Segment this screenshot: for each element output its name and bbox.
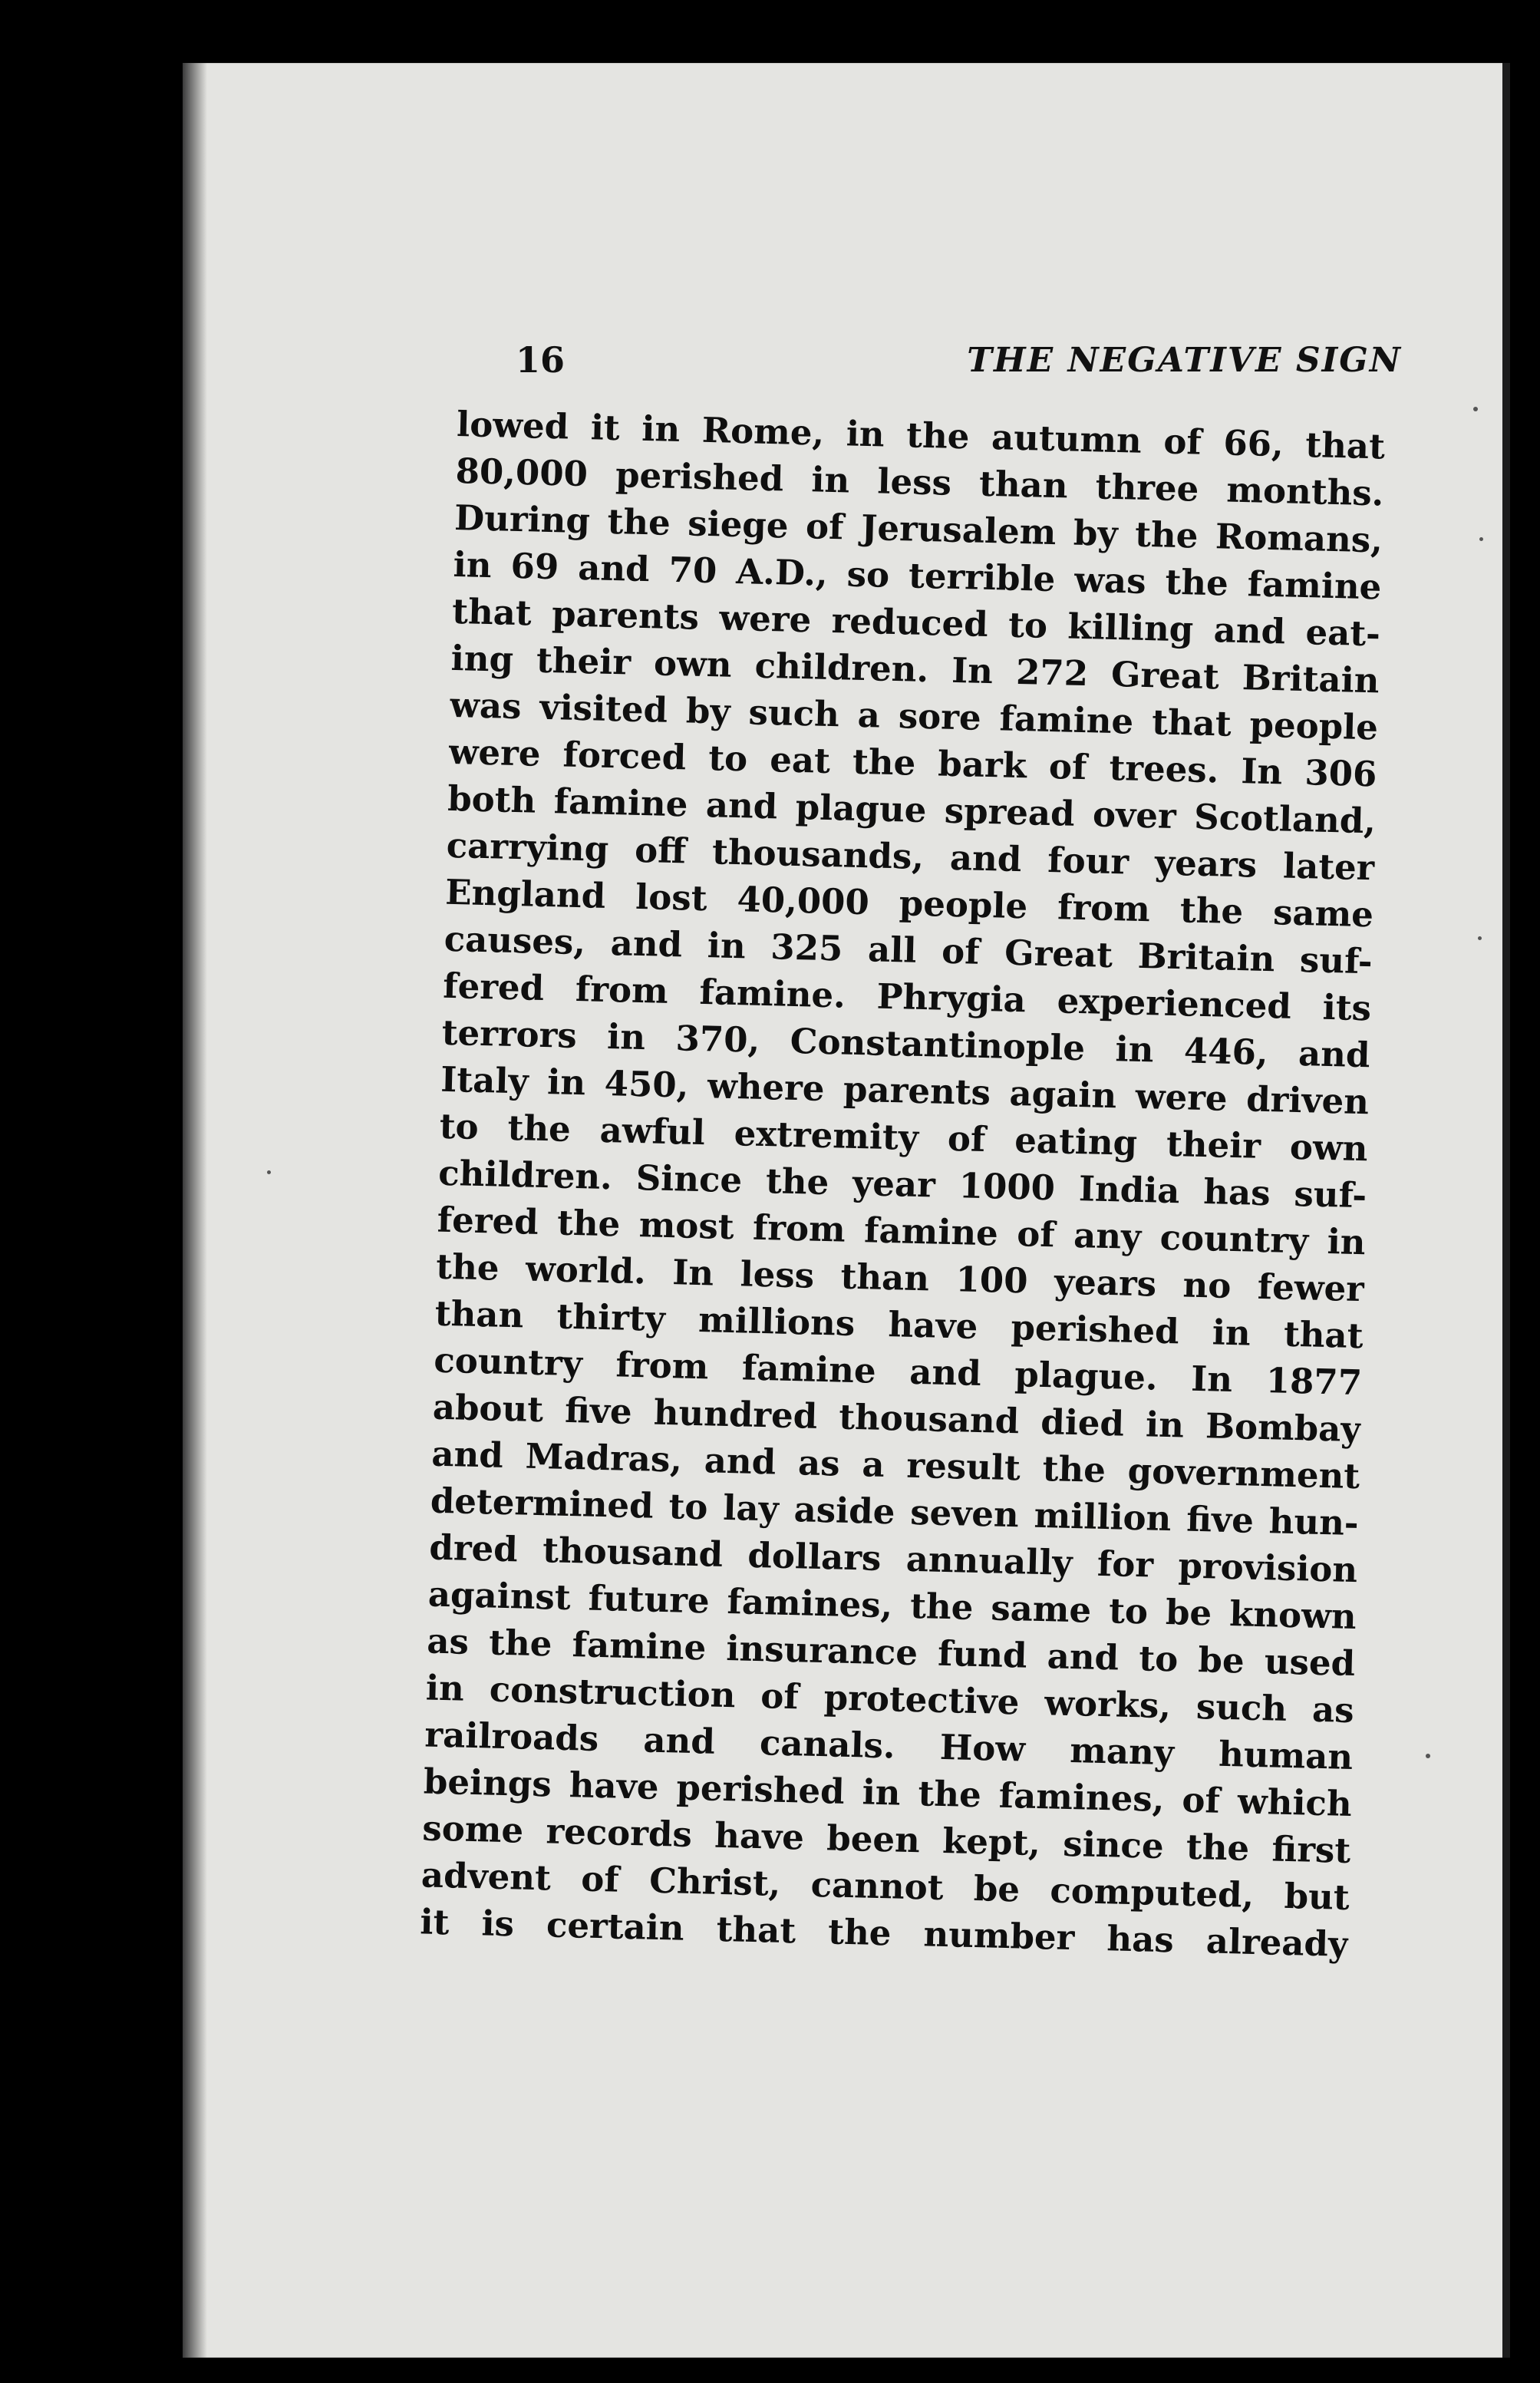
word: famine bbox=[553, 781, 689, 825]
word: the bbox=[765, 1160, 829, 1203]
word: months. bbox=[1225, 469, 1384, 514]
word: and bbox=[610, 923, 683, 965]
word: and bbox=[909, 1351, 982, 1394]
word: causes, bbox=[444, 918, 586, 963]
word: many bbox=[1069, 1730, 1175, 1774]
word: a bbox=[861, 1444, 885, 1486]
word: in bbox=[1212, 1312, 1251, 1354]
word: have bbox=[569, 1764, 660, 1807]
word: the bbox=[917, 1773, 982, 1816]
word: Great bbox=[1110, 653, 1220, 698]
word: and bbox=[577, 546, 651, 590]
word: died bbox=[1040, 1401, 1125, 1444]
word: and bbox=[430, 1433, 504, 1476]
word: fered bbox=[442, 965, 545, 1008]
gutter-shadow bbox=[183, 63, 207, 2358]
word: used bbox=[1264, 1641, 1356, 1685]
word: 66, bbox=[1222, 422, 1284, 465]
word: in bbox=[707, 925, 747, 967]
word: Britain bbox=[1137, 935, 1275, 980]
word: annually bbox=[905, 1538, 1073, 1584]
word: of bbox=[1048, 745, 1088, 788]
word: that bbox=[716, 1908, 796, 1952]
word: a bbox=[857, 694, 881, 736]
word: to bbox=[439, 1105, 480, 1147]
word: the bbox=[507, 1107, 572, 1150]
word: the bbox=[488, 1622, 553, 1665]
word: autumn bbox=[991, 417, 1143, 461]
word: that bbox=[1283, 1313, 1364, 1357]
word: famine bbox=[572, 1624, 707, 1668]
word: carrying bbox=[446, 824, 609, 870]
word: already bbox=[1205, 1920, 1349, 1965]
word: were bbox=[448, 731, 542, 774]
word: India bbox=[1078, 1168, 1181, 1212]
word: suf- bbox=[1293, 1173, 1367, 1216]
word: 100 bbox=[955, 1259, 1029, 1302]
word: 370, bbox=[675, 1018, 760, 1061]
word: ing bbox=[450, 637, 514, 680]
word: their bbox=[536, 639, 631, 683]
word: Bombay bbox=[1205, 1405, 1362, 1451]
word: certain bbox=[546, 1904, 685, 1949]
word: fered bbox=[437, 1199, 539, 1243]
word: hundred bbox=[653, 1391, 818, 1437]
word: million bbox=[1034, 1494, 1172, 1540]
word: Christ, bbox=[648, 1860, 781, 1904]
word: In bbox=[671, 1252, 714, 1294]
word: 306 bbox=[1304, 752, 1377, 795]
word: by bbox=[685, 690, 731, 732]
word: construction bbox=[489, 1668, 737, 1716]
word: the bbox=[1186, 1826, 1250, 1869]
word: but bbox=[1284, 1875, 1350, 1918]
word: such bbox=[1195, 1686, 1288, 1729]
word: people bbox=[1248, 704, 1379, 748]
word: off bbox=[634, 829, 687, 872]
word: all bbox=[867, 929, 918, 971]
word: Great bbox=[1004, 932, 1113, 976]
word: thousands, bbox=[711, 831, 925, 878]
word: suf- bbox=[1299, 939, 1373, 982]
word: were bbox=[1135, 1075, 1228, 1119]
word: dollars bbox=[747, 1534, 882, 1579]
word: no bbox=[1182, 1264, 1232, 1306]
word: 450, bbox=[604, 1062, 690, 1106]
word: world. bbox=[525, 1248, 647, 1292]
word: year bbox=[852, 1162, 936, 1206]
word: by bbox=[1073, 512, 1119, 555]
word: country bbox=[433, 1339, 583, 1385]
word: 70 bbox=[668, 549, 717, 592]
word: killing bbox=[1067, 606, 1194, 650]
word: In bbox=[1240, 751, 1283, 793]
word: been bbox=[826, 1817, 921, 1861]
word: famine bbox=[999, 698, 1134, 742]
word: the bbox=[556, 1202, 621, 1245]
word: years bbox=[1054, 1261, 1157, 1305]
word: thirty bbox=[556, 1295, 666, 1339]
word: kept, bbox=[941, 1820, 1041, 1864]
word: is bbox=[480, 1903, 515, 1945]
word: in bbox=[546, 1061, 586, 1104]
word: lowed bbox=[456, 403, 569, 447]
word: less bbox=[876, 460, 952, 503]
word: famine bbox=[741, 1347, 877, 1391]
word: have bbox=[714, 1814, 805, 1858]
word: to bbox=[1108, 1590, 1149, 1632]
word: over bbox=[1092, 794, 1177, 837]
word: protective bbox=[823, 1677, 1021, 1723]
word: so bbox=[846, 553, 890, 596]
word: famine bbox=[1247, 563, 1382, 608]
word: it bbox=[590, 407, 621, 449]
word: seven bbox=[909, 1491, 1020, 1536]
word: from bbox=[752, 1206, 846, 1250]
word: be bbox=[1197, 1639, 1245, 1682]
body-text bbox=[420, 401, 1386, 1968]
word: reduced bbox=[831, 600, 989, 645]
word: fewer bbox=[1257, 1266, 1365, 1310]
word: where bbox=[707, 1065, 826, 1109]
word: to bbox=[707, 738, 748, 780]
word: be bbox=[973, 1868, 1021, 1910]
word: railroads bbox=[424, 1714, 599, 1760]
word: since bbox=[1062, 1823, 1165, 1867]
word: famines, bbox=[727, 1581, 893, 1626]
word: Scotland, bbox=[1193, 796, 1377, 842]
word: canals. bbox=[759, 1722, 896, 1767]
word: of bbox=[760, 1675, 800, 1718]
word: Since bbox=[635, 1157, 743, 1201]
word: the bbox=[435, 1246, 500, 1289]
word: in bbox=[641, 408, 681, 451]
word: were bbox=[718, 597, 812, 641]
word: Constantinople bbox=[790, 1020, 1086, 1069]
word: eat- bbox=[1304, 612, 1381, 655]
scan-speck bbox=[1426, 1754, 1430, 1758]
word: 80,000 bbox=[455, 450, 589, 495]
word: plague bbox=[795, 786, 927, 831]
word: the bbox=[1134, 513, 1199, 556]
word: determined bbox=[430, 1480, 655, 1527]
word: most bbox=[638, 1204, 735, 1248]
page-number: 16 bbox=[516, 339, 566, 381]
word: some bbox=[421, 1807, 524, 1851]
word: later bbox=[1282, 845, 1376, 889]
word: Madras, bbox=[525, 1435, 683, 1480]
word: both bbox=[447, 777, 536, 821]
word: in bbox=[1145, 1404, 1185, 1446]
word: in bbox=[1327, 1221, 1367, 1263]
word: again bbox=[1008, 1072, 1117, 1117]
word: of bbox=[1162, 421, 1202, 463]
word: of bbox=[1181, 1779, 1221, 1821]
word: 446, bbox=[1183, 1030, 1269, 1074]
word: five bbox=[564, 1389, 633, 1432]
running-title: THE NEGATIVE SIGN bbox=[967, 341, 1402, 380]
word: the bbox=[1179, 889, 1244, 932]
word: in bbox=[810, 459, 850, 501]
word: than bbox=[840, 1256, 930, 1299]
page-edge-shadow bbox=[1502, 63, 1510, 2358]
word: advent bbox=[420, 1854, 552, 1899]
word: 325 bbox=[770, 926, 843, 969]
word: perished bbox=[675, 1767, 846, 1812]
word: three bbox=[1095, 466, 1199, 510]
word: human bbox=[1218, 1733, 1354, 1778]
word: How bbox=[939, 1726, 1026, 1770]
word: Romans, bbox=[1215, 516, 1383, 561]
word: parents bbox=[843, 1068, 991, 1114]
word: perished bbox=[1010, 1306, 1180, 1352]
word: children. bbox=[437, 1152, 613, 1198]
word: and bbox=[1047, 1635, 1120, 1678]
word: own bbox=[1289, 1126, 1369, 1170]
word: Phrygia bbox=[876, 975, 1027, 1021]
word: in bbox=[1114, 1028, 1155, 1071]
word: future bbox=[588, 1577, 711, 1622]
word: 1877 bbox=[1265, 1360, 1363, 1404]
word: perished bbox=[615, 454, 784, 500]
word: from bbox=[615, 1344, 709, 1388]
scan-speck bbox=[267, 1170, 271, 1174]
word: During bbox=[453, 497, 591, 542]
word: and bbox=[705, 784, 778, 827]
word: spread bbox=[944, 790, 1076, 834]
word: have bbox=[887, 1304, 978, 1347]
word: be bbox=[1165, 1592, 1212, 1634]
word: records bbox=[545, 1810, 693, 1856]
scan-speck bbox=[1479, 537, 1483, 541]
word: eat bbox=[769, 739, 831, 782]
word: against bbox=[427, 1573, 572, 1619]
word: famine bbox=[863, 1210, 999, 1254]
word: the bbox=[827, 1911, 892, 1954]
word: less bbox=[740, 1253, 815, 1296]
word: has bbox=[1106, 1918, 1175, 1961]
word: 272 bbox=[1015, 651, 1089, 695]
word: bark bbox=[937, 743, 1027, 787]
word: visited bbox=[539, 686, 668, 731]
word: the bbox=[606, 500, 671, 543]
word: and bbox=[1213, 609, 1286, 652]
word: same bbox=[990, 1587, 1092, 1631]
word: beings bbox=[423, 1761, 552, 1805]
word: 1000 bbox=[958, 1165, 1056, 1209]
word: four bbox=[1047, 839, 1129, 883]
scan-speck bbox=[1478, 936, 1482, 940]
word: of bbox=[580, 1858, 620, 1900]
word: first bbox=[1271, 1828, 1351, 1871]
word: dred bbox=[428, 1527, 519, 1570]
word: any bbox=[1073, 1214, 1142, 1258]
word: cannot bbox=[810, 1863, 945, 1909]
word: in bbox=[453, 543, 493, 586]
word: as bbox=[1311, 1688, 1355, 1731]
word: the bbox=[1164, 561, 1229, 604]
word: famines, bbox=[998, 1774, 1166, 1820]
word: number bbox=[922, 1913, 1076, 1959]
word: five bbox=[1186, 1498, 1255, 1541]
word: England bbox=[444, 871, 606, 916]
word: works, bbox=[1044, 1682, 1172, 1727]
word: fund bbox=[937, 1632, 1028, 1676]
word: insurance bbox=[725, 1628, 918, 1674]
word: own bbox=[653, 642, 733, 685]
word: from bbox=[1057, 886, 1151, 930]
word: of bbox=[947, 1117, 986, 1160]
word: experienced bbox=[1057, 980, 1292, 1027]
word: 40,000 bbox=[736, 879, 870, 923]
word: the bbox=[909, 1585, 974, 1628]
word: years bbox=[1154, 842, 1258, 886]
word: it bbox=[419, 1901, 450, 1943]
word: hun- bbox=[1268, 1500, 1360, 1544]
word: that bbox=[1151, 701, 1232, 744]
word: and bbox=[949, 837, 1022, 880]
word: famine. bbox=[698, 971, 846, 1016]
word: extremity bbox=[734, 1113, 919, 1158]
word: the bbox=[1042, 1448, 1106, 1491]
word: millions bbox=[697, 1299, 856, 1345]
word: was bbox=[1073, 559, 1147, 602]
word: about bbox=[432, 1386, 544, 1431]
word: Jerusalem bbox=[860, 507, 1057, 553]
word: to bbox=[1007, 604, 1048, 646]
word: trees. bbox=[1108, 747, 1219, 791]
word: has bbox=[1202, 1171, 1271, 1214]
word: driven bbox=[1245, 1078, 1370, 1123]
running-head bbox=[516, 339, 1402, 385]
word: forced bbox=[562, 734, 687, 778]
word: of bbox=[941, 930, 981, 972]
word: as bbox=[426, 1620, 470, 1662]
word: to bbox=[668, 1486, 709, 1528]
word: same bbox=[1272, 892, 1374, 936]
word: In bbox=[951, 649, 994, 692]
word: aside bbox=[793, 1489, 896, 1533]
word: its bbox=[1322, 986, 1372, 1029]
word: Italy bbox=[440, 1058, 529, 1102]
word: of bbox=[805, 506, 845, 548]
word: the bbox=[852, 741, 916, 784]
word: In bbox=[1190, 1358, 1233, 1401]
word: Britain bbox=[1242, 657, 1380, 701]
word: the bbox=[905, 414, 971, 457]
word: in bbox=[862, 1771, 902, 1814]
word: as bbox=[797, 1442, 841, 1484]
word: of bbox=[1016, 1213, 1056, 1256]
word: than bbox=[434, 1292, 524, 1336]
word: known bbox=[1228, 1593, 1357, 1638]
word: to bbox=[1138, 1638, 1179, 1680]
word: computed, bbox=[1049, 1870, 1255, 1916]
word: thousand bbox=[542, 1530, 724, 1575]
word: that bbox=[451, 590, 533, 634]
word: than bbox=[978, 463, 1069, 507]
word: result bbox=[905, 1444, 1021, 1489]
word: from bbox=[575, 969, 669, 1012]
word: awful bbox=[599, 1109, 706, 1154]
word: and bbox=[642, 1719, 716, 1762]
word: that bbox=[1304, 424, 1386, 467]
word: eating bbox=[1014, 1120, 1138, 1163]
word: country bbox=[1159, 1216, 1309, 1262]
word: terrors bbox=[441, 1012, 578, 1057]
word: children. bbox=[754, 645, 929, 691]
word: provision bbox=[1177, 1545, 1358, 1591]
word: parents bbox=[551, 593, 700, 638]
word: in bbox=[425, 1667, 465, 1709]
word: sore bbox=[898, 695, 982, 738]
word: terrible bbox=[908, 555, 1056, 600]
word: their bbox=[1166, 1123, 1261, 1167]
word: in bbox=[606, 1016, 646, 1058]
word: lost bbox=[635, 876, 708, 919]
word: thousand bbox=[838, 1396, 1020, 1442]
word: A.D., bbox=[735, 550, 829, 594]
word: for bbox=[1096, 1543, 1154, 1586]
scan-speck bbox=[1473, 407, 1478, 411]
word: Rome, bbox=[701, 409, 825, 454]
word: siege bbox=[687, 503, 790, 546]
word: and bbox=[704, 1440, 777, 1483]
word: such bbox=[748, 691, 840, 735]
word: was bbox=[449, 684, 523, 728]
word: 69 bbox=[510, 545, 559, 588]
word: which bbox=[1237, 1781, 1353, 1825]
word: lay bbox=[722, 1487, 780, 1530]
word: plague. bbox=[1014, 1354, 1159, 1398]
word: people bbox=[899, 883, 1028, 927]
word: and bbox=[1298, 1033, 1371, 1076]
word: in bbox=[846, 413, 885, 455]
word: government bbox=[1127, 1450, 1360, 1497]
